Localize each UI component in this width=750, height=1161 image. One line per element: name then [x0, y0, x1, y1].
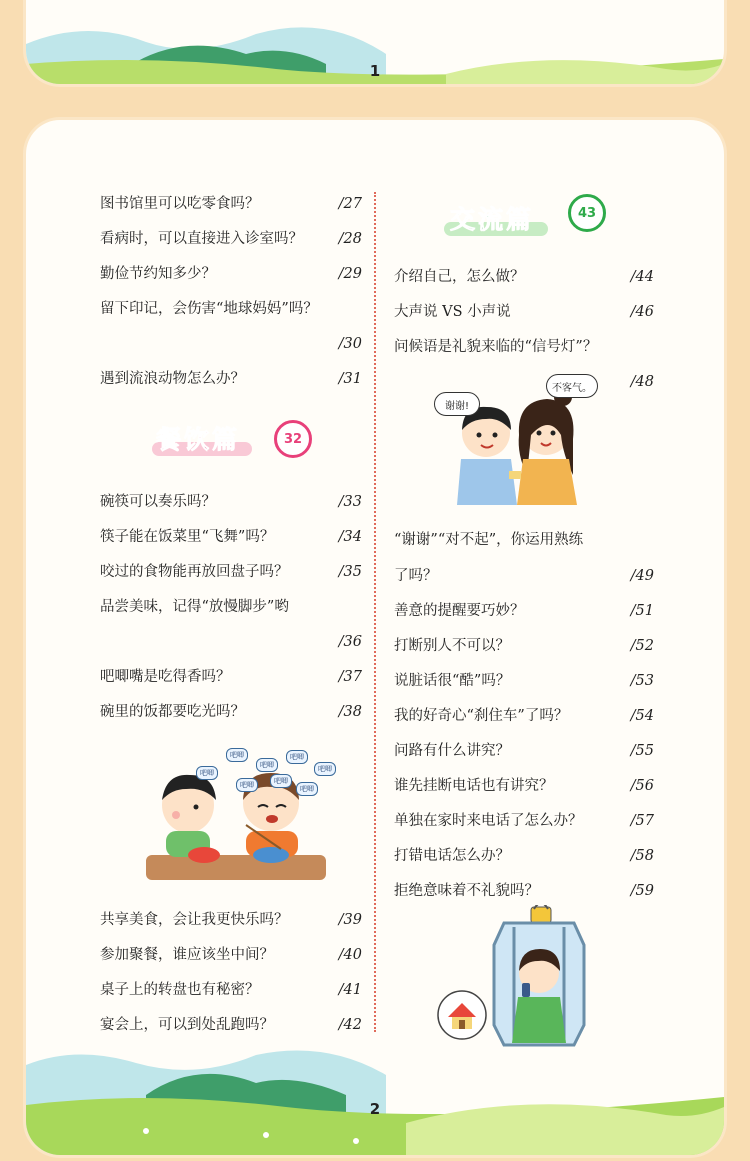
toc-entry-page: /41	[338, 982, 362, 998]
toc-entry-title: 参加聚餐，谁应该坐中间？	[100, 947, 274, 963]
page-1-card	[26, 0, 724, 84]
toc-entry[interactable]	[394, 636, 654, 656]
toc-entry-title: 勤俭节约知多少？	[100, 266, 216, 282]
toc-entry[interactable]	[394, 776, 654, 796]
toc-entry-title: 说脏话很“酷”吗？	[394, 673, 511, 689]
toc-entry-title: 介绍自己，怎么做？	[394, 269, 525, 285]
toc-entry-page: /54	[630, 708, 654, 724]
sound-bubble: 吧唧	[314, 762, 336, 776]
toc-entry-page: /29	[338, 266, 362, 282]
toc-entry[interactable]	[394, 671, 654, 691]
toc-entry[interactable]	[394, 601, 654, 621]
toc-entry[interactable]	[100, 980, 362, 1000]
sound-bubble: 吧唧	[270, 774, 292, 788]
toc-entry[interactable]	[394, 881, 654, 901]
toc-entry[interactable]	[100, 527, 362, 547]
section-title: 交流篇	[450, 205, 535, 234]
toc-entry[interactable]	[100, 264, 362, 284]
sound-bubbles	[196, 748, 336, 808]
toc-entry[interactable]	[100, 562, 362, 582]
speech-bubble-left	[434, 392, 480, 416]
toc-entry-title: 看病时，可以直接进入诊室吗？	[100, 231, 303, 247]
toc-entry-title: 问路有什么讲究？	[394, 743, 510, 759]
section-badge: 32	[274, 420, 312, 458]
page-2-card	[26, 120, 724, 1155]
toc-entry-page: /36	[338, 634, 362, 650]
toc-entry-page: /38	[338, 704, 362, 720]
toc-entry-title: 拒绝意味着不礼貌吗？	[394, 883, 539, 899]
toc-entry-title: 筷子能在饭菜里“飞舞”吗？	[100, 529, 275, 545]
toc-entry-title: 桌子上的转盘也有秘密？	[100, 982, 260, 998]
toc-entry-title: 留下印记，会伤害“地球妈妈”吗？	[100, 301, 318, 317]
toc-entry-title: 图书馆里可以吃零食吗？	[100, 196, 260, 212]
toc-entry-title: 遇到流浪动物怎么办？	[100, 371, 245, 387]
toc-entry[interactable]	[394, 741, 654, 761]
toc-entry-page: /39	[338, 912, 362, 928]
toc-entry-page: /48	[630, 374, 654, 390]
toc-entry[interactable]	[394, 846, 654, 866]
toc-entry-title: 碗筷可以奏乐吗？	[100, 494, 216, 510]
sound-bubble: 吧唧	[296, 782, 318, 796]
toc-entry[interactable]	[100, 667, 362, 687]
toc-entry-title: 吧唧嘴是吃得香吗？	[100, 669, 231, 685]
toc-entry-title: 问候语是礼貌来临的“信号灯”？	[394, 339, 598, 355]
toc-entry-page: /46	[630, 304, 654, 320]
toc-entry-page: /28	[338, 231, 362, 247]
toc-entry[interactable]	[100, 1015, 362, 1035]
toc-entry[interactable]	[100, 702, 362, 722]
page-number: 2	[369, 1100, 381, 1118]
toc-entry[interactable]	[394, 302, 654, 322]
speech-text: 谢谢!	[444, 400, 469, 412]
toc-entry[interactable]	[394, 337, 654, 357]
toc-entry-page: /44	[630, 269, 654, 285]
sound-bubble: 吧唧	[226, 748, 248, 762]
toc-entry-page: /52	[630, 638, 654, 654]
page-number: 1	[369, 62, 381, 80]
toc-entry[interactable]	[100, 492, 362, 512]
toc-entry-title-line2: 了吗？	[394, 568, 438, 584]
section-title: 餐饮篇	[156, 425, 241, 454]
toc-entry-page: /51	[630, 603, 654, 619]
toc-entry[interactable]	[100, 229, 362, 249]
toc-entry[interactable]	[394, 811, 654, 831]
boy-phone-lock-illustration	[434, 905, 599, 1055]
toc-entry-page: /35	[338, 564, 362, 580]
toc-entry-title: 打断别人不可以？	[394, 638, 510, 654]
toc-entry[interactable]	[100, 597, 362, 617]
toc-entry-page: /33	[338, 494, 362, 510]
toc-entry[interactable]	[100, 194, 362, 214]
toc-entry-title: 大声说 VS 小声说	[394, 304, 511, 320]
communication-section-header	[450, 200, 610, 248]
toc-entry-page: /30	[338, 336, 362, 352]
toc-entry[interactable]	[100, 299, 362, 319]
toc-entry-page: /40	[338, 947, 362, 963]
toc-entry[interactable]	[394, 530, 654, 586]
toc-entry-title: 品尝美味，记得“放慢脚步”哟	[100, 599, 289, 615]
toc-entry-title: 宴会上，可以到处乱跑吗？	[100, 1017, 274, 1033]
toc-entry-title: 谁先挂断电话也有讲究？	[394, 778, 554, 794]
toc-entry-page: /57	[630, 813, 654, 829]
dining-section-header	[156, 420, 316, 468]
toc-entry-title: 单独在家时来电话了怎么办？	[394, 813, 583, 829]
sound-bubble: 吧唧	[196, 766, 218, 780]
toc-entry[interactable]	[100, 632, 362, 652]
toc-entry-page: /56	[630, 778, 654, 794]
toc-entry-title: 共享美食，会让我更快乐吗？	[100, 912, 289, 928]
toc-entry-page: /27	[338, 196, 362, 212]
toc-entry[interactable]	[100, 910, 362, 930]
toc-entry-page: /58	[630, 848, 654, 864]
toc-entry-page: /42	[338, 1017, 362, 1033]
sound-bubble: 吧唧	[256, 758, 278, 772]
toc-entry-title: 咬过的食物能再放回盘子吗？	[100, 564, 289, 580]
toc-entry-page: /37	[338, 669, 362, 685]
toc-entry[interactable]	[394, 267, 654, 287]
toc-entry-page: /34	[338, 529, 362, 545]
toc-entry-title: 我的好奇心“刹住车”了吗？	[394, 708, 569, 724]
toc-entry[interactable]	[394, 372, 654, 392]
toc-entry-page: /31	[338, 371, 362, 387]
column-divider	[374, 192, 376, 1032]
toc-entry-title: 碗里的饭都要吃光吗？	[100, 704, 245, 720]
section-badge: 43	[568, 194, 606, 232]
toc-entry-page: /59	[630, 883, 654, 899]
toc-entry-page: /53	[630, 673, 654, 689]
toc-entry-page: /55	[630, 743, 654, 759]
toc-entry-title: 善意的提醒要巧妙？	[394, 603, 525, 619]
toc-entry-title: “谢谢”“对不起”，你运用熟练	[394, 532, 584, 548]
toc-entry[interactable]	[394, 706, 654, 726]
speech-text: 不客气。	[552, 382, 592, 394]
toc-entry-page: /49	[630, 568, 654, 584]
toc-entry-title: 打错电话怎么办？	[394, 848, 510, 864]
sound-bubble: 吧唧	[236, 778, 258, 792]
toc-entry[interactable]	[100, 369, 362, 389]
toc-entry[interactable]	[100, 945, 362, 965]
toc-entry[interactable]	[100, 334, 362, 354]
sound-bubble: 吧唧	[286, 750, 308, 764]
